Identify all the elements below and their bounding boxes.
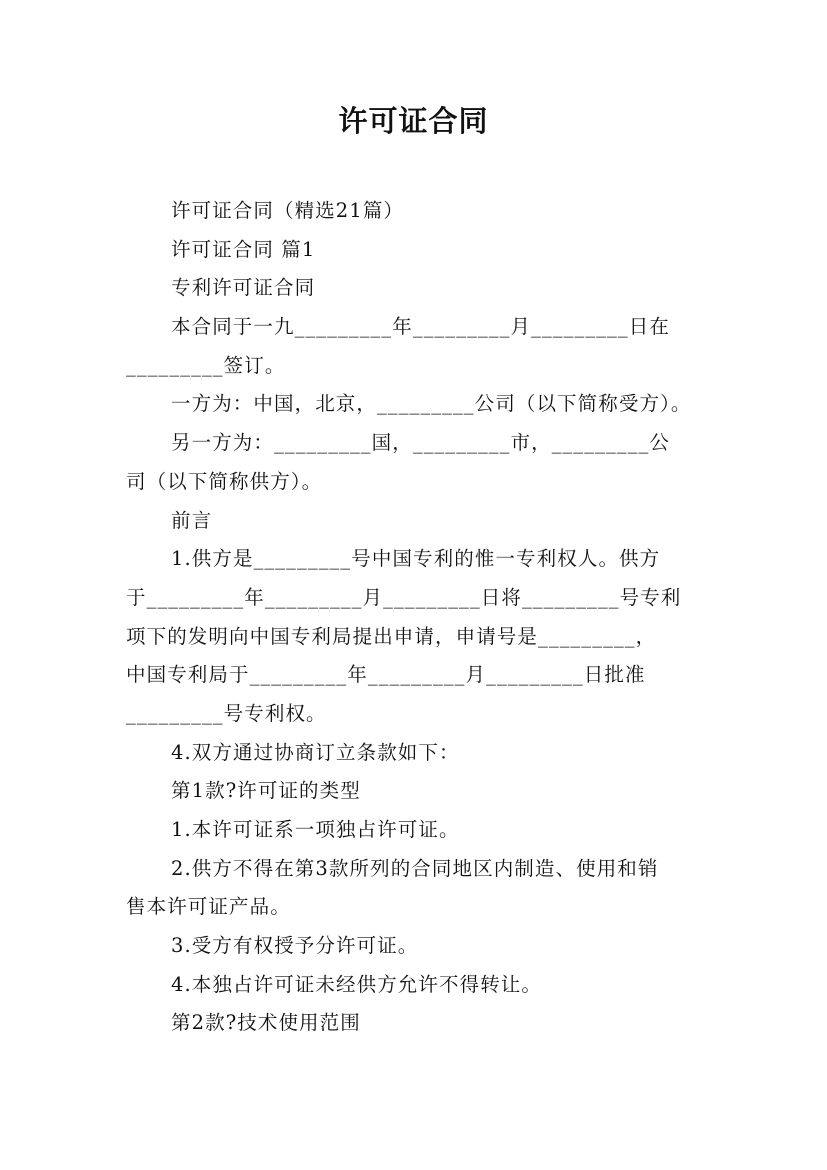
paragraph-line: 1.本许可证系一项独占许可证。 <box>171 818 460 841</box>
paragraph-line: _________签订。 <box>126 353 286 377</box>
paragraph-line: _________号专利权。 <box>126 701 327 725</box>
paragraph-line: 第2款?技术使用范围 <box>171 1011 361 1035</box>
paragraph-line: 项下的发明向中国专利局提出申请，申请号是_________， <box>126 624 657 648</box>
document-title: 许可证合同 <box>338 104 489 138</box>
document-body <box>126 192 706 1043</box>
paragraph-line: 售本许可证产品。 <box>126 895 291 919</box>
paragraph-line: 4.本独占许可证未经供方允许不得转让。 <box>171 972 543 996</box>
paragraph-line: 中国专利局于_________年_________月_________日批准 <box>126 663 646 687</box>
paragraph-line: 3.受方有权授予分许可证。 <box>171 934 419 958</box>
paragraph-line: 4.双方通过协商订立条款如下： <box>171 740 460 764</box>
paragraph-line: 第1款?许可证的类型 <box>171 779 361 803</box>
paragraph-line: 于_________年_________月_________日将_________号专利 <box>126 585 682 609</box>
paragraph-line: 1.供方是_________号中国专利的惟一专利权人。供方 <box>171 547 661 571</box>
paragraph-line: 本合同于一九_________年_________月_________日在 <box>171 315 670 339</box>
paragraph-line: 另一方为：_________国，_________市，_________公 <box>171 431 670 455</box>
paragraph-line: 前言 <box>171 508 213 532</box>
paragraph-line: 2.供方不得在第3款所列的合同地区内制造、使用和销 <box>171 856 659 880</box>
paragraph-line: 专利许可证合同 <box>171 276 316 300</box>
paragraph-line: 许可证合同 篇1 <box>171 237 316 261</box>
paragraph-line: 一方为：中国，北京，_________公司（以下简称受方）。 <box>171 392 692 416</box>
paragraph-line: 许可证合同（精选21篇） <box>171 199 405 222</box>
paragraph-line: 司（以下简称供方）。 <box>126 469 323 493</box>
